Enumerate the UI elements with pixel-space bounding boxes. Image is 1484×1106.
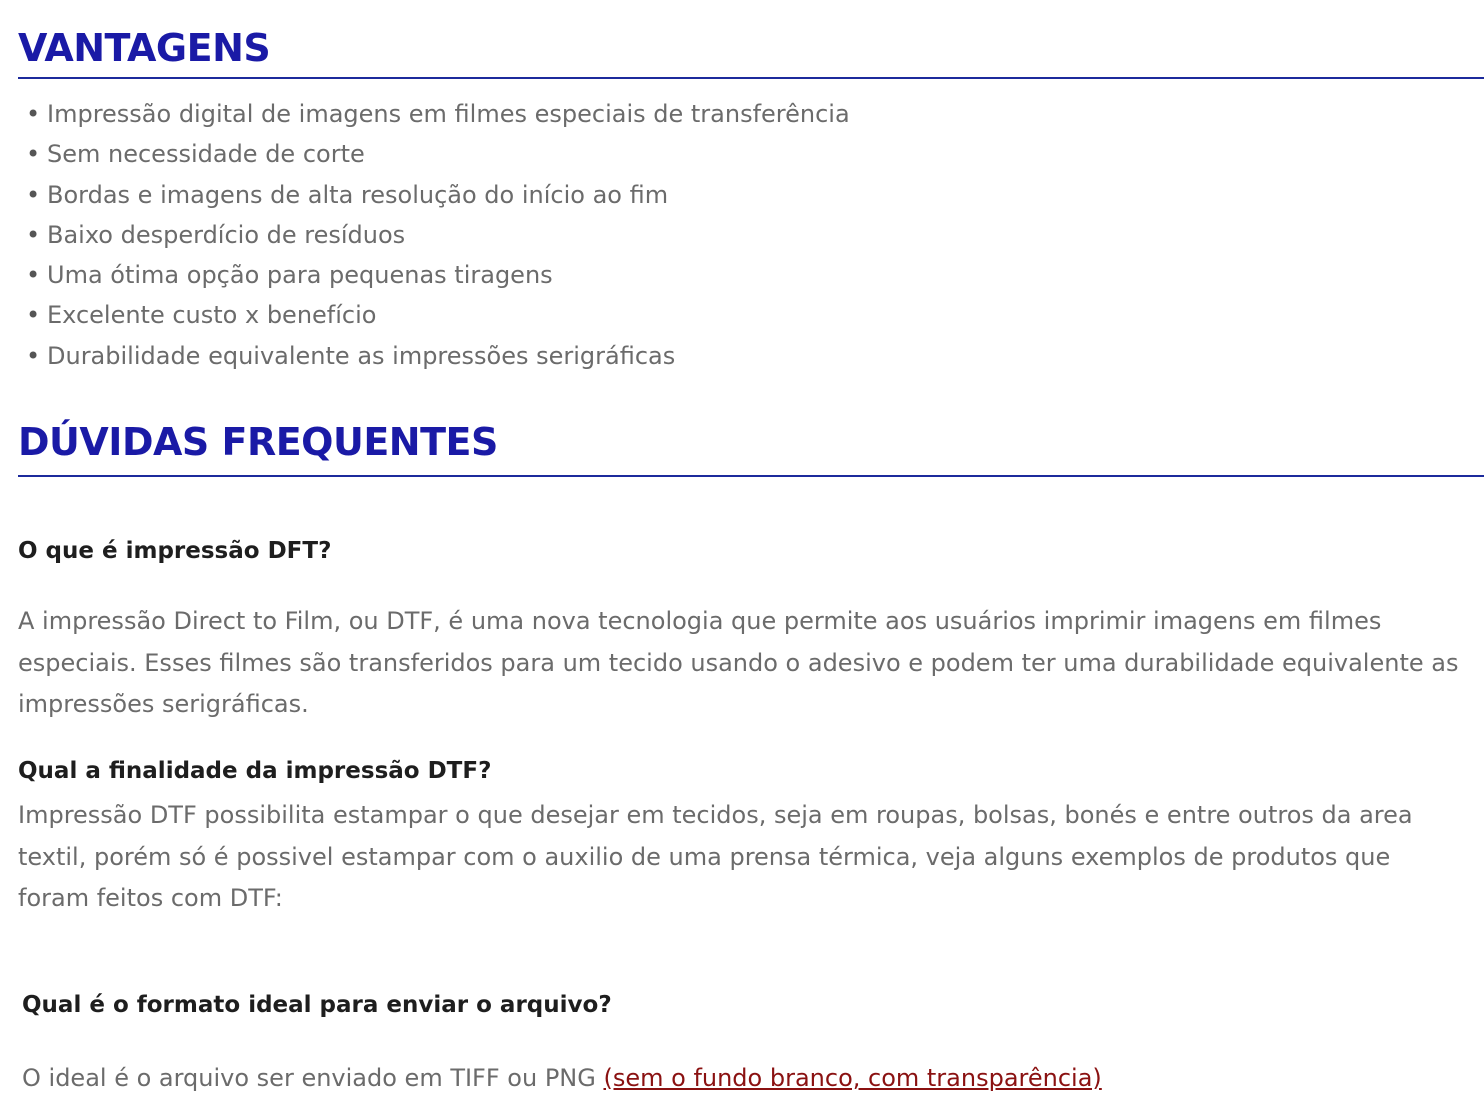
faq-question-3: Qual é o formato ideal para enviar o arquivo? <box>22 992 612 1018</box>
list-item-text: Sem necessidade de corte <box>47 140 365 169</box>
faq-answer-2: Impressão DTF possibilita estampar o que desejar em tecidos, seja em roupas, bolsas, bonés e entre outros da area textil, porém só é possivel estampar com o auxilio de uma prensa térmica, veja alguns exemplos de produtos que foram feitos com DTF: <box>18 801 1413 912</box>
list-item-text: Uma ótima opção para pequenas tiragens <box>47 261 553 290</box>
list-item <box>26 295 850 335</box>
faq-divider <box>18 475 1484 477</box>
faq-question-1: O que é impressão DFT? <box>18 538 332 564</box>
list-item-text: Durabilidade equivalente as impressões serigráficas <box>47 341 676 370</box>
list-item-text: Baixo desperdício de resíduos <box>47 220 406 249</box>
list-item <box>26 134 850 174</box>
bullet-icon: • <box>26 301 41 330</box>
vantagens-list <box>26 94 850 376</box>
list-item <box>26 215 850 255</box>
bullet-icon: • <box>26 220 41 249</box>
bullet-icon: • <box>26 100 41 128</box>
faq-title: DÚVIDAS FREQUENTES <box>18 420 498 464</box>
list-item <box>26 175 850 215</box>
bullet-icon: • <box>26 180 41 209</box>
vantagens-title: VANTAGENS <box>18 26 271 70</box>
list-item <box>26 94 850 134</box>
list-item <box>26 336 850 376</box>
faq-answer-1: A impressão Direct to Film, ou DTF, é uma nova tecnologia que permite aos usuários imprimir imagens em filmes especiais. Esses filmes são transferidos para um tecido usando o adesivo e podem ter uma durabilidade equivalente as impressões serigráficas. <box>18 607 1459 718</box>
vantagens-divider <box>18 77 1484 79</box>
list-item-text: Impressão digital de imagens em filmes especiais de transferência <box>47 100 850 128</box>
bullet-icon: • <box>26 341 41 370</box>
bullet-icon: • <box>26 140 41 169</box>
faq-answer-3-text: O ideal é o arquivo ser enviado em TIFF ou PNG <box>22 1064 604 1092</box>
list-item <box>26 255 850 295</box>
faq-answer-3 <box>22 1058 1472 1100</box>
faq-question-2: Qual a finalidade da impressão DTF? <box>18 758 492 784</box>
bullet-icon: • <box>26 261 41 290</box>
transparency-link[interactable]: (sem o fundo branco, com transparência) <box>603 1064 1102 1092</box>
list-item-text: Excelente custo x benefício <box>47 301 377 330</box>
list-item-text: Bordas e imagens de alta resolução do início ao fim <box>47 180 669 209</box>
